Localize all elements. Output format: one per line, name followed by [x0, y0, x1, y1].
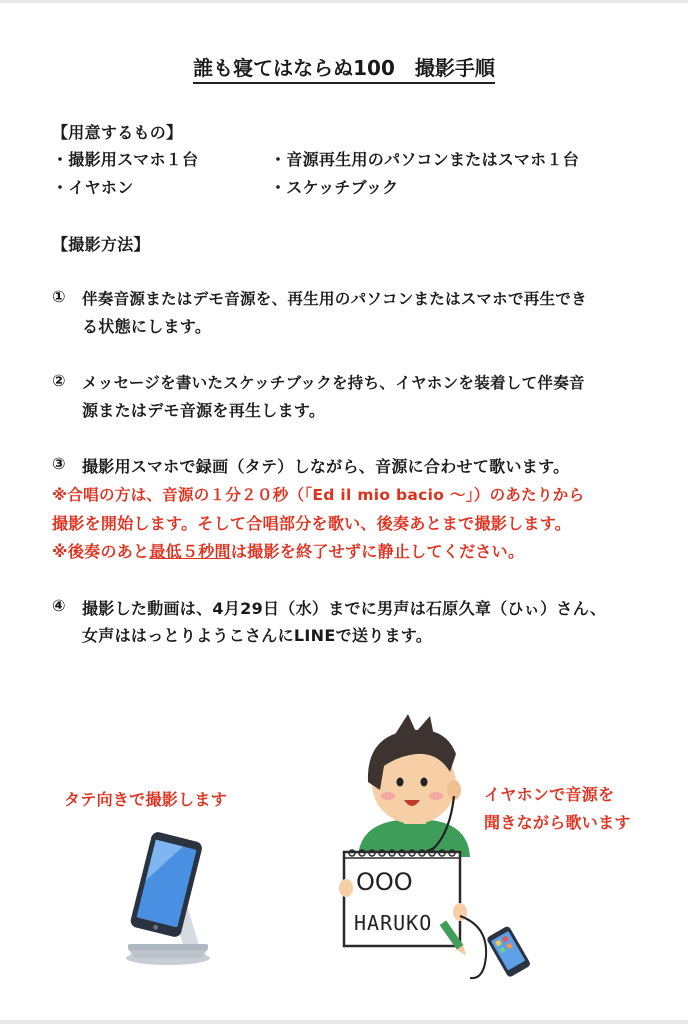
prep-item-sketchbook: ・スケッチブック	[270, 178, 399, 197]
sketchbook-circles: OOO	[356, 868, 413, 896]
step3-line1: 撮影用スマホで録画（タテ）しながら、音源に合わせて歌います。	[82, 457, 570, 476]
prep-item-earphone: ・イヤホン	[52, 178, 134, 197]
page-title: 誰も寝てはならぬ100 撮影手順	[0, 52, 688, 81]
bottom-edge	[0, 1020, 688, 1024]
step4-line2: 女声ははっとりようこさんにLINEで送ります。	[82, 626, 433, 645]
prep-heading: 【用意するもの】	[52, 123, 183, 142]
step4-line1: 撮影した動画は、4月29日（水）までに男声は石原久章（ひぃ）さん、	[82, 599, 607, 618]
step1-number: ①	[52, 287, 66, 306]
step2-number: ②	[52, 371, 66, 390]
step2-line2: 源またはデモ音源を再生します。	[82, 401, 326, 420]
method-heading: 【撮影方法】	[52, 235, 150, 254]
caption-earphone-line2: 聞きながら歌います	[484, 813, 631, 832]
phone-on-stand-illustration	[118, 836, 218, 968]
caption-vertical-shoot: タテ向きで撮影します	[64, 790, 228, 809]
step1-line1: 伴奏音源またはデモ音源を、再生用のパソコンまたはスマホで再生でき	[82, 290, 587, 308]
step3-note3: ※後奏のあと最低５秒間は撮影を終了せずに静止してください。	[52, 542, 525, 561]
prep-item-player: ・音源再生用のパソコンまたはスマホ１台	[270, 150, 580, 169]
step2-line1: メッセージを書いたスケッチブックを持ち、イヤホンを装着して伴奏音	[82, 374, 585, 392]
prep-item-phone: ・撮影用スマホ１台	[52, 150, 199, 169]
step3-number: ③	[52, 454, 66, 473]
sketchbook-name: HARUKO	[354, 911, 433, 935]
step3-note2: 撮影を開始します。そして合唱部分を歌い、後奏あとまで撮影します。	[52, 514, 572, 533]
step1-line2: る状態にします。	[82, 317, 212, 336]
top-edge	[0, 0, 688, 3]
boy-with-sketchbook-illustration	[338, 712, 538, 984]
emphasis-min-seconds: 最低５秒間	[149, 542, 231, 561]
step3-note1: ※合唱の方は、音源の１分２０秒（「Ed il mio bacio ～」）のあたりから	[52, 486, 585, 504]
caption-earphone-line1: イヤホンで音源を	[484, 785, 615, 804]
step4-number: ④	[52, 596, 66, 615]
